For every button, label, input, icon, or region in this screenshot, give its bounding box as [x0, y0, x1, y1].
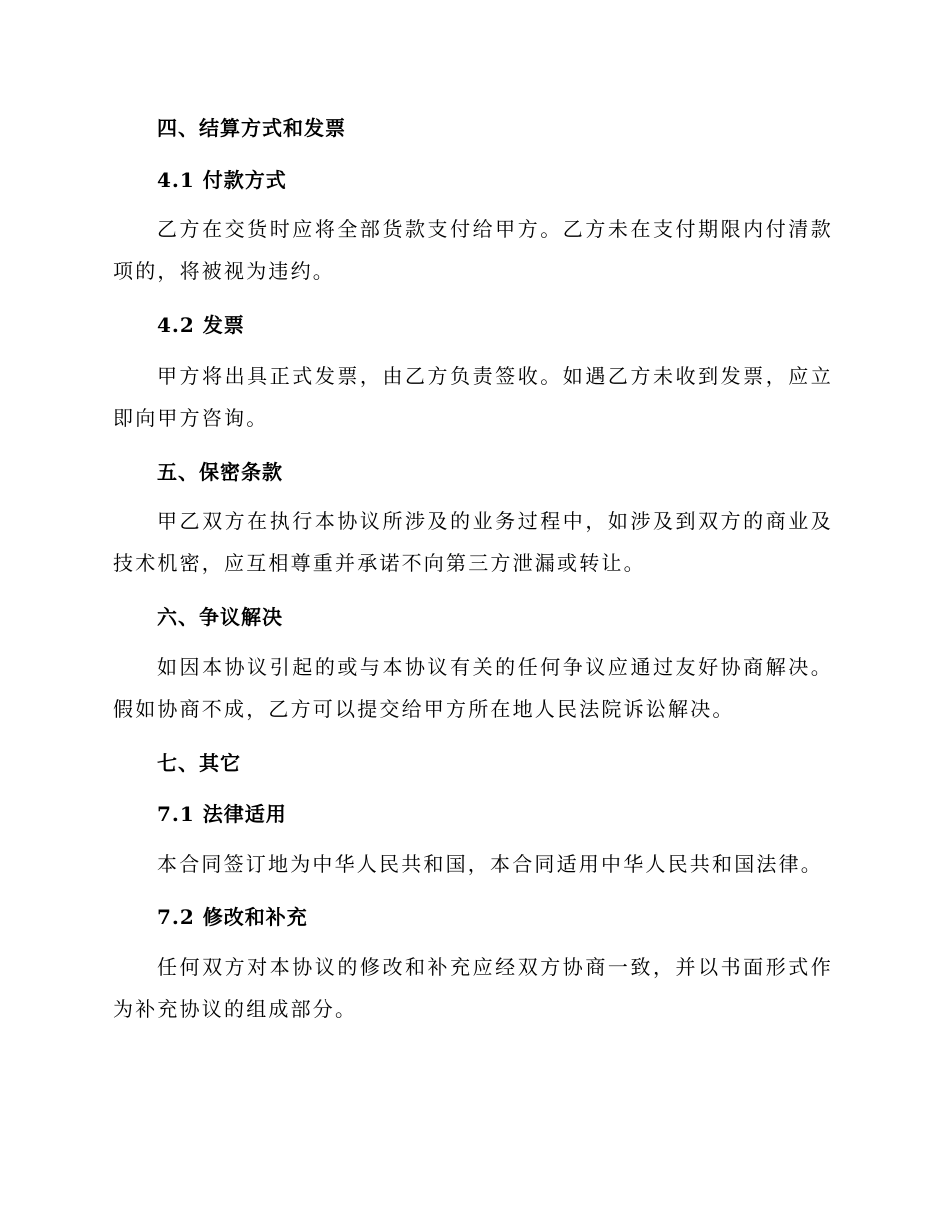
section-heading-other: 七、其它 [157, 751, 241, 775]
section-heading-amendment: 7.2 修改和补充 [157, 905, 308, 929]
paragraph-invoice: 甲方将出具正式发票，由乙方负责签收。如遇乙方未收到发票，应立即向甲方咨询。 [113, 364, 833, 430]
section-heading-confidentiality: 五、保密条款 [157, 460, 283, 484]
paragraph-dispute: 如因本协议引起的或与本协议有关的任何争议应通过友好协商解决。假如协商不成，乙方可以提交给甲方所在地人民法院诉讼解决。 [113, 655, 833, 721]
paragraph-payment-method: 乙方在交货时应将全部货款支付给甲方。乙方未在支付期限内付清款项的，将被视为违约。 [113, 217, 833, 283]
section-heading-applicable-law: 7.1 法律适用 [157, 802, 287, 826]
paragraph-applicable-law: 本合同签订地为中华人民共和国，本合同适用中华人民共和国法律。 [157, 852, 823, 876]
section-heading-settlement: 四、结算方式和发票 [157, 116, 346, 140]
paragraph-amendment: 任何双方对本协议的修改和补充应经双方协商一致，并以书面形式作为补充协议的组成部分。 [113, 955, 833, 1021]
section-heading-invoice: 4.2 发票 [157, 313, 245, 337]
section-heading-dispute: 六、争议解决 [157, 605, 283, 629]
paragraph-confidentiality: 甲乙双方在执行本协议所涉及的业务过程中，如涉及到双方的商业及技术机密，应互相尊重并承诺不向第三方泄漏或转让。 [113, 509, 833, 575]
section-heading-payment-method: 4.1 付款方式 [157, 168, 287, 192]
